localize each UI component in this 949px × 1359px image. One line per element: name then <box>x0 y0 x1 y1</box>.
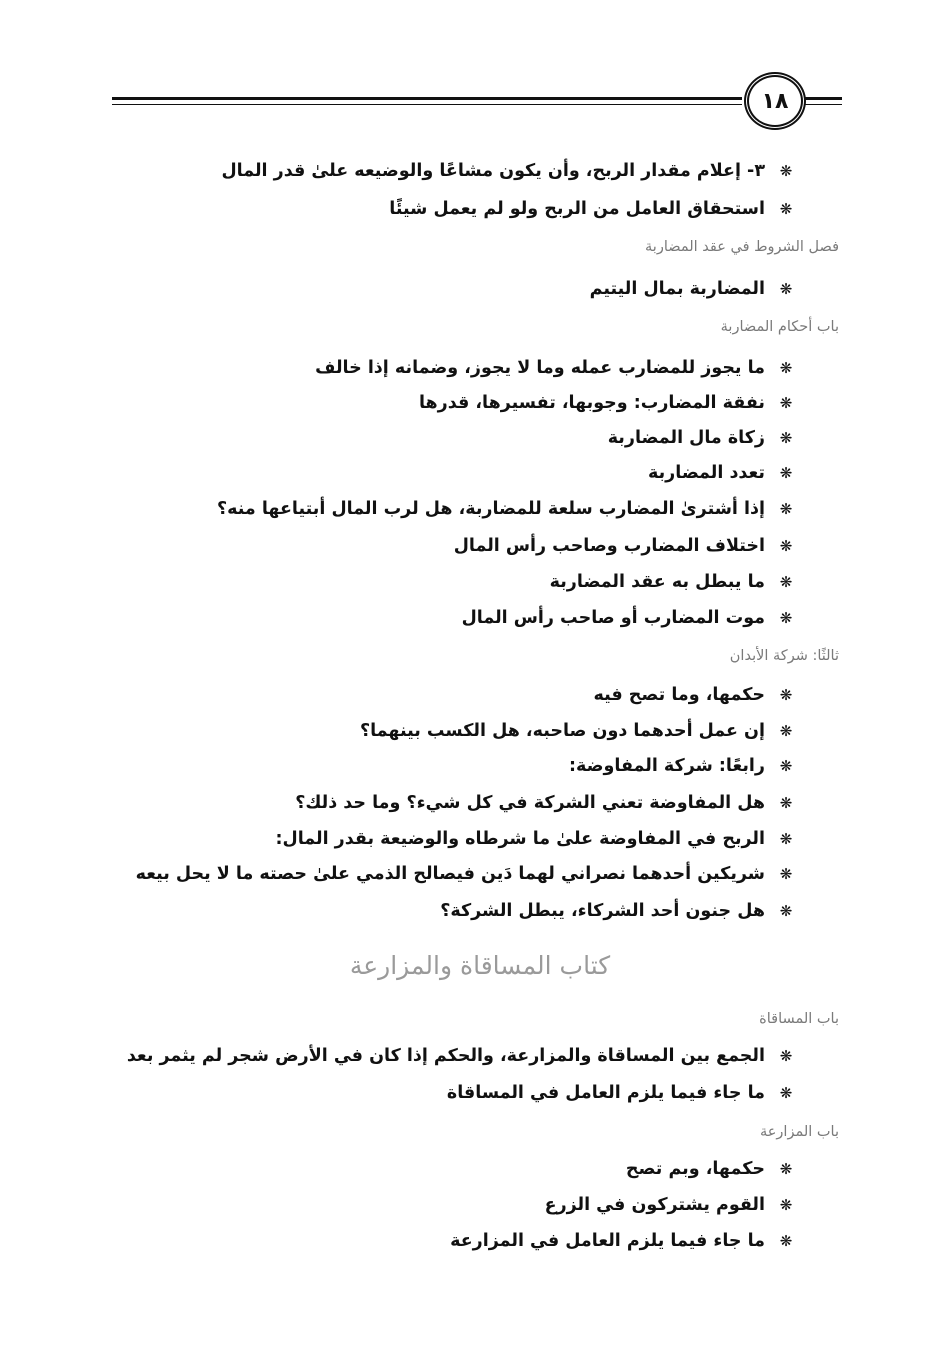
bullet-icon: ❋ <box>779 573 793 591</box>
list-item: ❋ما جاء فيما يلزم العامل في المساقاة <box>447 1080 799 1106</box>
section-heading: باب المزارعة <box>760 1124 839 1140</box>
bullet-icon: ❋ <box>779 865 793 883</box>
list-item: ❋اختلاف المضارب وصاحب رأس المال <box>454 533 799 559</box>
section-heading: باب المساقاة <box>759 1011 839 1027</box>
header-rule-thick <box>112 97 742 100</box>
page-number: ١٨ <box>744 72 806 130</box>
list-item: ❋موت المضارب أو صاحب رأس المال <box>462 605 799 631</box>
list-item: ❋رابعًا: شركة المفاوضة: <box>569 753 799 779</box>
header-rule-right-thick <box>802 97 842 100</box>
list-item: ❋حكمها، وما تصح فيه <box>594 682 800 708</box>
list-item: ❋شريكين أحدهما نصراني لهما دَين فيصالح الذمي علىٰ حصته ما لا يحل بيعه <box>136 861 799 887</box>
bullet-icon: ❋ <box>779 429 793 447</box>
list-item: ❋القوم يشتركون في الزرع <box>545 1192 799 1218</box>
bullet-icon: ❋ <box>779 280 793 298</box>
list-item: ❋ما يبطل به عقد المضاربة <box>550 569 799 595</box>
list-item: ❋زكاة مال المضاربة <box>608 425 799 451</box>
bullet-icon: ❋ <box>779 830 793 848</box>
bullet-icon: ❋ <box>779 1196 793 1214</box>
bullet-icon: ❋ <box>779 1047 793 1065</box>
bullet-icon: ❋ <box>779 200 793 218</box>
list-item: ❋الجمع بين المساقاة والمزارعة، والحكم إذا كان في الأرض شجر لم يثمر بعد <box>127 1043 799 1069</box>
list-item: ❋استحقاق العامل من الربح ولو لم يعمل شيئًا <box>389 196 799 222</box>
list-item: ❋٣- إعلام مقدار الربح، وأن يكون مشاعًا والوضيعه علىٰ قدر المال <box>221 158 799 184</box>
header-rule-right-thin <box>802 104 842 105</box>
bullet-icon: ❋ <box>779 794 793 812</box>
list-item: ❋ما جاء فيما يلزم العامل في المزارعة <box>450 1228 799 1254</box>
bullet-icon: ❋ <box>779 500 793 518</box>
list-item: ❋المضاربة بمال اليتيم <box>590 276 799 302</box>
bullet-icon: ❋ <box>779 394 793 412</box>
book-title: كتاب المساقاة والمزارعة <box>349 951 611 980</box>
bullet-icon: ❋ <box>779 162 793 180</box>
list-item: ❋ما يجوز للمضارب عمله وما لا يجوز، وضمانه إذا خالف <box>315 355 799 381</box>
bullet-icon: ❋ <box>779 1232 793 1250</box>
section-heading: ثالثًا: شركة الأبدان <box>729 648 839 664</box>
bullet-icon: ❋ <box>779 757 793 775</box>
bullet-icon: ❋ <box>779 609 793 627</box>
bullet-icon: ❋ <box>779 464 793 482</box>
bullet-icon: ❋ <box>779 1160 793 1178</box>
list-item: ❋إذا أشترىٰ المضارب سلعة للمضاربة، هل لرب المال أبتياعها منه؟ <box>217 496 799 522</box>
header-rule-thin <box>112 104 742 105</box>
page-header <box>112 66 842 136</box>
section-heading: فصل الشروط في عقد المضاربة <box>645 239 839 255</box>
bullet-icon: ❋ <box>779 1084 793 1102</box>
section-heading: باب أحكام المضاربة <box>720 319 839 335</box>
bullet-icon: ❋ <box>779 902 793 920</box>
list-item: ❋تعدد المضاربة <box>648 460 799 486</box>
bullet-icon: ❋ <box>779 722 793 740</box>
bullet-icon: ❋ <box>779 359 793 377</box>
list-item: ❋حكمها، وبم تصح <box>626 1156 799 1182</box>
list-item: ❋هل المفاوضة تعني الشركة في كل شيء؟ وما حد ذلك؟ <box>295 790 799 816</box>
bullet-icon: ❋ <box>779 686 793 704</box>
list-item: ❋إن عمل أحدهما دون صاحبه، هل الكسب بينهما؟ <box>360 718 799 744</box>
list-item: ❋هل جنون أحد الشركاء، يبطل الشركة؟ <box>440 898 799 924</box>
list-item: ❋نفقة المضارب: وجوبها، تفسيرها، قدرها <box>419 390 799 416</box>
bullet-icon: ❋ <box>779 537 793 555</box>
list-item: ❋الربح في المفاوضة علىٰ ما شرطاه والوضيعة بقدر المال: <box>276 826 799 852</box>
